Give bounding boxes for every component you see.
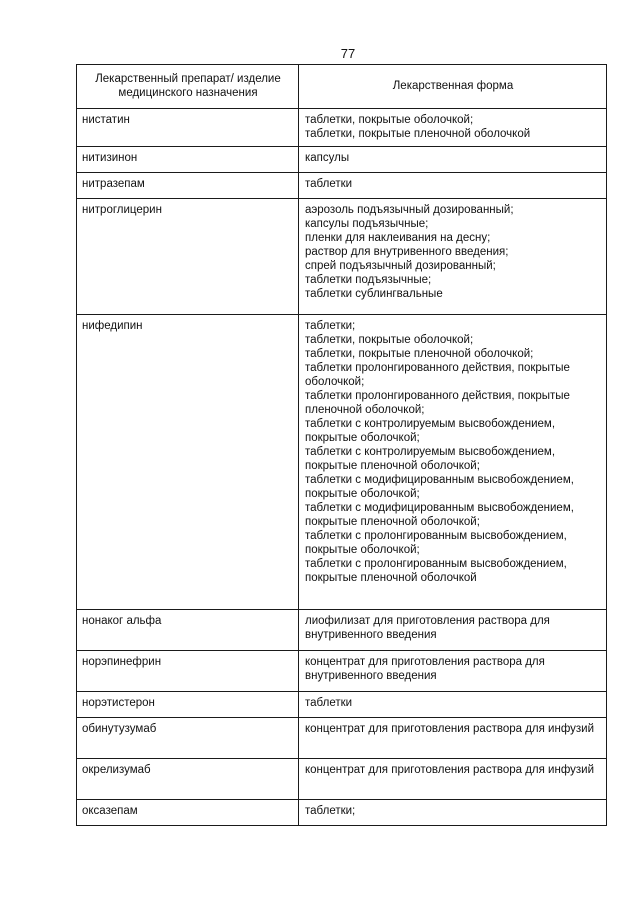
drug-name-cell: нитизинон [77,147,299,173]
table-body [77,109,607,826]
dosage-form-line: таблетки; [305,320,356,332]
dosage-form-cell [299,315,607,610]
dosage-form-cell [299,651,607,692]
dosage-form-cell [299,109,607,147]
dosage-form-line: таблетки [305,697,353,709]
dosage-form-line: пленки для наклеивания на десну; [305,232,491,244]
column-header-drug: Лекарственный препарат/ изделие медицинского назначения [77,65,299,109]
table-row [77,718,607,759]
dosage-form-cell [299,800,607,826]
drug-name-cell: норэпинефрин [77,651,299,692]
dosage-form-line: таблетки; [305,805,356,817]
dosage-form-cell [299,199,607,315]
table-row [77,199,607,315]
dosage-form-line: концентрат для приготовления раствора для инфузий [305,764,595,776]
drug-name-cell: нифедипин [77,315,299,610]
drug-name-cell: окрелизумаб [77,759,299,800]
table-row [77,800,607,826]
dosage-form-cell [299,173,607,199]
column-header-form: Лекарственная форма [299,65,607,109]
dosage-form-cell [299,147,607,173]
table-header-row [77,65,607,109]
dosage-form-line: лиофилизат для приготовления раствора для внутривенного введения [305,615,550,641]
dosage-form-line: таблетки, покрытые оболочкой; [305,334,474,346]
drug-name-cell: нистатин [77,109,299,147]
dosage-form-line: концентрат для приготовления раствора для внутривенного введения [305,656,545,682]
dosage-form-cell [299,692,607,718]
table-row [77,173,607,199]
dosage-form-line: таблетки, покрытые оболочкой; [305,114,474,126]
table-row [77,651,607,692]
dosage-form-line: таблетки, покрытые пленочной оболочкой; [305,348,534,360]
table-row [77,610,607,651]
dosage-form-line: таблетки с модифицированным высвобождением, покрытые пленочной оболочкой; [305,502,574,528]
table-row [77,109,607,147]
dosage-form-line: таблетки с модифицированным высвобождением, покрытые оболочкой; [305,474,574,500]
drug-name-cell: обинутузумаб [77,718,299,759]
dosage-form-line: таблетки, покрытые пленочной оболочкой [305,128,531,140]
dosage-form-line: таблетки сублингвальные [305,288,443,300]
dosage-form-line: спрей подъязычный дозированный; [305,260,496,272]
dosage-form-line: таблетки подъязычные; [305,274,432,286]
dosage-form-line: концентрат для приготовления раствора для инфузий [305,723,595,735]
drug-name-cell: оксазепам [77,800,299,826]
dosage-form-line: таблетки с пролонгированным высвобождением, покрытые оболочкой; [305,530,567,556]
dosage-form-line: раствор для внутривенного введения; [305,246,509,258]
drug-name-cell: нитроглицерин [77,199,299,315]
table-row [77,147,607,173]
dosage-form-line: аэрозоль подъязычный дозированный; [305,204,514,216]
drug-name-cell: норэтистерон [77,692,299,718]
table-row [77,759,607,800]
dosage-form-line: капсулы [305,152,350,164]
dosage-form-line: таблетки с контролируемым высвобождением, покрытые пленочной оболочкой; [305,446,556,472]
drug-name-cell: нитразепам [77,173,299,199]
page-number: 77 [340,46,356,61]
dosage-form-cell [299,610,607,651]
table-row [77,315,607,610]
drug-table [76,64,607,826]
dosage-form-line: таблетки с пролонгированным высвобождением, покрытые пленочной оболочкой [305,558,567,584]
dosage-form-line: таблетки пролонгированного действия, покрытые оболочкой; [305,362,570,388]
dosage-form-cell [299,759,607,800]
dosage-form-line: таблетки пролонгированного действия, покрытые пленочной оболочкой; [305,390,570,416]
dosage-form-line: капсулы подъязычные; [305,218,429,230]
dosage-form-line: таблетки [305,178,353,190]
table-row [77,692,607,718]
dosage-form-line: таблетки с контролируемым высвобождением, покрытые оболочкой; [305,418,556,444]
drug-name-cell: нонаког альфа [77,610,299,651]
dosage-form-cell [299,718,607,759]
